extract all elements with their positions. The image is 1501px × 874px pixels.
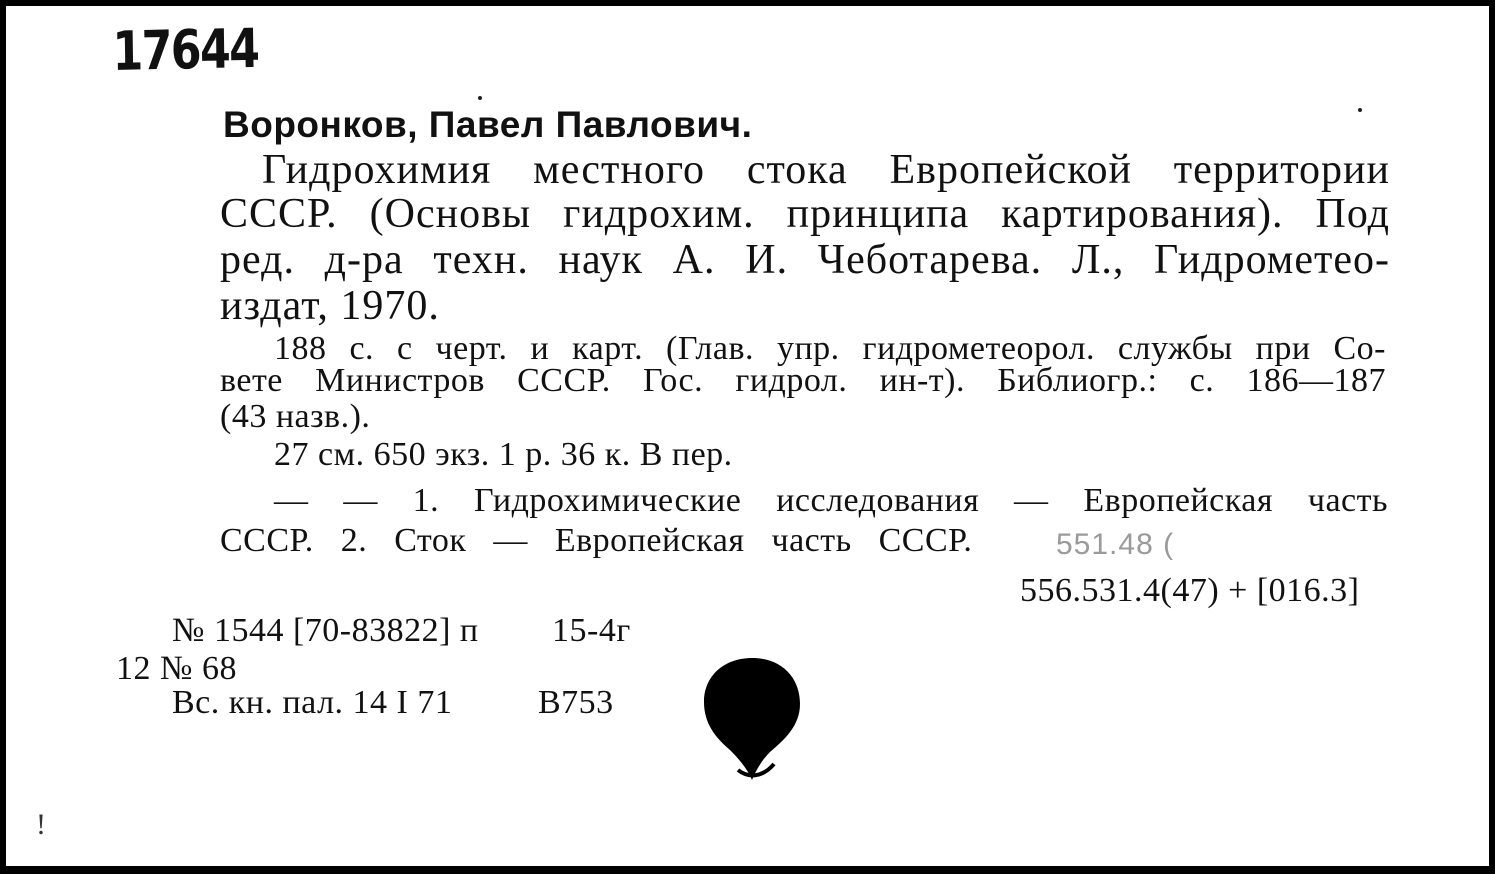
description-line-2: вете Министров СССР. Гос. гидрол. ин-т). Библиогр.: с. 186—187 <box>220 362 1386 399</box>
speck-mark <box>478 96 482 100</box>
description-line-4: 27 см. 650 экз. 1 р. 36 к. В пер. <box>274 436 733 473</box>
card-border-bottom <box>0 866 1501 874</box>
ink-blot-hole <box>704 656 804 788</box>
udc-index: 556.531.4(47) + [016.3] <box>1020 572 1360 609</box>
record-code: 15-4г <box>552 612 631 649</box>
chamber-record: Вс. кн. пал. 14 I 71 <box>172 684 453 721</box>
subjects-line-2: СССР. 2. Сток — Европейская часть СССР. <box>220 522 973 559</box>
subjects-line-1: — — 1. Гидрохимические исследования — Европейская часть <box>274 482 1388 519</box>
author-name: Воронков, Павел Павлович. <box>223 104 753 145</box>
record-number: № 1544 [70-83822] п <box>172 612 479 649</box>
chamber-code: В753 <box>538 684 614 721</box>
title-line-3: ред. д-ра техн. наук А. И. Чеботарева. Л., Гидрометео- <box>220 237 1390 283</box>
title-line-2: СССР. (Основы гидрохим. принципа картирования). Под <box>220 191 1390 237</box>
title-line-4: издат, 1970. <box>220 283 440 329</box>
description-line-3: (43 назв.). <box>220 398 371 435</box>
description-line-1: 188 с. с черт. и карт. (Глав. упр. гидрометеорол. службы при Со- <box>274 330 1386 367</box>
card-margin-right <box>1495 0 1501 874</box>
margin-mark: ! <box>36 808 46 841</box>
card-border-left <box>0 0 6 874</box>
handwritten-number: 17644 <box>112 16 259 83</box>
card-border-top <box>0 0 1501 6</box>
classification-stamp: 551.48 ( <box>1056 528 1175 561</box>
title-line-1: Гидрохимия местного стока Европейской территории <box>262 147 1390 193</box>
speck-mark <box>1358 108 1362 112</box>
index-number: № 68 <box>160 650 237 687</box>
index-prefix: 12 <box>116 650 151 687</box>
